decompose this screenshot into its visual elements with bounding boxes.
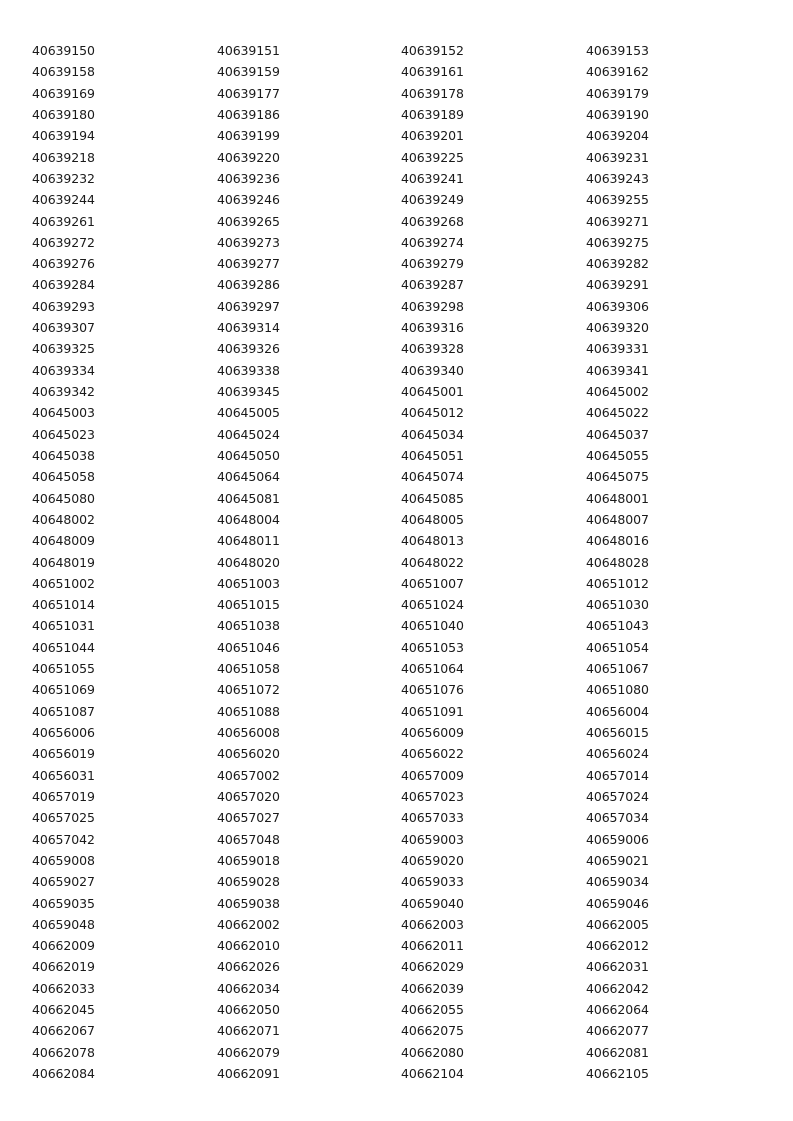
number-cell: 40657034 [586, 810, 649, 826]
number-cell: 40639297 [217, 298, 280, 314]
table-row [32, 104, 772, 125]
number-cell: 40645005 [217, 405, 280, 421]
table-row [32, 829, 772, 850]
number-cell: 40662080 [401, 1044, 464, 1060]
table-row [32, 317, 772, 338]
number-cell: 40662064 [586, 1002, 649, 1018]
number-cell: 40659008 [32, 852, 95, 868]
number-cell: 40639326 [217, 341, 280, 357]
number-cell: 40651012 [586, 575, 649, 591]
number-cell: 40645012 [401, 405, 464, 421]
number-cell: 40651014 [32, 597, 95, 613]
number-cell: 40656024 [586, 746, 649, 762]
table-row [32, 615, 772, 636]
table-row [32, 978, 772, 999]
number-cell: 40662045 [32, 1002, 95, 1018]
number-cell: 40648001 [586, 490, 649, 506]
table-row [32, 509, 772, 530]
number-cell: 40648009 [32, 533, 95, 549]
number-cell: 40662104 [401, 1066, 464, 1081]
number-list-table [32, 40, 772, 1084]
number-cell: 40645074 [401, 469, 464, 485]
number-cell: 40639268 [401, 213, 464, 229]
number-cell: 40662091 [217, 1066, 280, 1081]
number-cell: 40639331 [586, 341, 649, 357]
number-cell: 40639287 [401, 277, 464, 293]
table-row [32, 850, 772, 871]
number-cell: 40639277 [217, 256, 280, 272]
number-cell: 40662077 [586, 1023, 649, 1039]
number-cell: 40662105 [586, 1066, 649, 1081]
number-cell: 40639177 [217, 85, 280, 101]
number-cell: 40656022 [401, 746, 464, 762]
number-cell: 40645051 [401, 447, 464, 463]
table-row [32, 147, 772, 168]
number-cell: 40639150 [32, 43, 95, 58]
table-row [32, 999, 772, 1020]
number-cell: 40648019 [32, 554, 95, 570]
number-cell: 40639261 [32, 213, 95, 229]
number-cell: 40651030 [586, 597, 649, 613]
table-row [32, 552, 772, 573]
number-cell: 40656015 [586, 725, 649, 740]
number-cell: 40657042 [32, 831, 95, 847]
number-cell: 40651007 [401, 575, 464, 591]
number-cell: 40651064 [401, 661, 464, 677]
number-cell: 40662005 [586, 916, 649, 932]
number-cell: 40639246 [217, 192, 280, 208]
number-cell: 40651002 [32, 575, 95, 591]
number-cell: 40651040 [401, 618, 464, 634]
number-cell: 40659018 [217, 852, 280, 868]
number-cell: 40645034 [401, 426, 464, 442]
number-cell: 40639201 [401, 128, 464, 144]
number-cell: 40662050 [217, 1002, 280, 1018]
number-cell: 40651080 [586, 682, 649, 698]
number-cell: 40639320 [586, 320, 649, 336]
table-row [32, 893, 772, 914]
number-cell: 40651076 [401, 682, 464, 698]
number-cell: 40662084 [32, 1066, 95, 1081]
number-cell: 40639328 [401, 341, 464, 357]
number-cell: 40662034 [217, 980, 280, 996]
number-cell: 40648002 [32, 511, 95, 527]
table-row [32, 189, 772, 210]
number-cell: 40639273 [217, 234, 280, 250]
number-cell: 40662071 [217, 1023, 280, 1039]
number-cell: 40662033 [32, 980, 95, 996]
number-cell: 40656004 [586, 703, 649, 719]
number-cell: 40662026 [217, 959, 280, 975]
number-cell: 40657002 [217, 767, 280, 783]
number-cell: 40639272 [32, 234, 95, 250]
number-cell: 40659048 [32, 916, 95, 932]
table-row [32, 956, 772, 977]
number-cell: 40651058 [217, 661, 280, 677]
number-cell: 40639225 [401, 149, 464, 165]
number-cell: 40651067 [586, 661, 649, 677]
number-list-body [32, 40, 772, 1084]
number-cell: 40662010 [217, 938, 280, 954]
table-row [32, 594, 772, 615]
number-cell: 40639179 [586, 85, 649, 101]
table-row [32, 61, 772, 82]
number-cell: 40657033 [401, 810, 464, 826]
number-cell: 40662009 [32, 938, 95, 954]
number-cell: 40639271 [586, 213, 649, 229]
number-cell: 40651043 [586, 618, 649, 634]
number-cell: 40657020 [217, 788, 280, 804]
number-cell: 40657014 [586, 767, 649, 783]
number-cell: 40651003 [217, 575, 280, 591]
table-row [32, 935, 772, 956]
number-cell: 40639325 [32, 341, 95, 357]
number-cell: 40651024 [401, 597, 464, 613]
number-cell: 40659046 [586, 895, 649, 911]
number-cell: 40656031 [32, 767, 95, 783]
table-row [32, 1042, 772, 1063]
number-cell: 40648005 [401, 511, 464, 527]
number-cell: 40662055 [401, 1002, 464, 1018]
table-row [32, 445, 772, 466]
table-row [32, 360, 772, 381]
number-cell: 40645003 [32, 405, 95, 421]
number-cell: 40662003 [401, 916, 464, 932]
number-cell: 40662012 [586, 938, 649, 954]
number-cell: 40645058 [32, 469, 95, 485]
number-cell: 40662075 [401, 1023, 464, 1039]
table-row [32, 125, 772, 146]
table-row [32, 786, 772, 807]
number-cell: 40645022 [586, 405, 649, 421]
number-cell: 40645038 [32, 447, 95, 463]
number-cell: 40645024 [217, 426, 280, 442]
number-cell: 40662029 [401, 959, 464, 975]
number-cell: 40639307 [32, 320, 95, 336]
number-cell: 40639232 [32, 170, 95, 186]
table-row [32, 338, 772, 359]
number-cell: 40639231 [586, 149, 649, 165]
number-cell: 40639180 [32, 106, 95, 122]
number-cell: 40659028 [217, 874, 280, 890]
table-row [32, 573, 772, 594]
number-cell: 40645050 [217, 447, 280, 463]
number-cell: 40639186 [217, 106, 280, 122]
number-cell: 40651055 [32, 661, 95, 677]
number-cell: 40651087 [32, 703, 95, 719]
number-cell: 40659020 [401, 852, 464, 868]
number-cell: 40659027 [32, 874, 95, 890]
number-cell: 40651031 [32, 618, 95, 634]
number-cell: 40639265 [217, 213, 280, 229]
number-cell: 40645001 [401, 384, 464, 399]
number-cell: 40659035 [32, 895, 95, 911]
table-row [32, 765, 772, 786]
number-cell: 40659021 [586, 852, 649, 868]
table-row [32, 722, 772, 743]
number-cell: 40651038 [217, 618, 280, 634]
table-row [32, 530, 772, 551]
number-cell: 40662067 [32, 1023, 95, 1039]
number-cell: 40639189 [401, 106, 464, 122]
number-cell: 40639274 [401, 234, 464, 250]
table-row [32, 211, 772, 232]
number-cell: 40659006 [586, 831, 649, 847]
number-cell: 40657024 [586, 788, 649, 804]
table-row [32, 871, 772, 892]
number-cell: 40639241 [401, 170, 464, 186]
table-row [32, 83, 772, 104]
number-cell: 40662081 [586, 1044, 649, 1060]
table-row [32, 296, 772, 317]
number-cell: 40659033 [401, 874, 464, 890]
number-cell: 40645075 [586, 469, 649, 485]
number-cell: 40651069 [32, 682, 95, 698]
number-cell: 40662079 [217, 1044, 280, 1060]
table-row [32, 466, 772, 487]
number-cell: 40639249 [401, 192, 464, 208]
number-cell: 40639314 [217, 320, 280, 336]
number-cell: 40648020 [217, 554, 280, 570]
number-cell: 40639279 [401, 256, 464, 272]
number-cell: 40651044 [32, 639, 95, 655]
number-cell: 40657023 [401, 788, 464, 804]
number-cell: 40657009 [401, 767, 464, 783]
number-cell: 40648004 [217, 511, 280, 527]
number-cell: 40639293 [32, 298, 95, 314]
table-row [32, 701, 772, 722]
number-cell: 40648022 [401, 554, 464, 570]
number-cell: 40639275 [586, 234, 649, 250]
number-cell: 40639236 [217, 170, 280, 186]
number-cell: 40651015 [217, 597, 280, 613]
number-cell: 40651046 [217, 639, 280, 655]
table-row [32, 637, 772, 658]
number-cell: 40662031 [586, 959, 649, 975]
number-cell: 40645037 [586, 426, 649, 442]
number-cell: 40639162 [586, 64, 649, 80]
table-row [32, 807, 772, 828]
number-cell: 40639153 [586, 43, 649, 58]
number-cell: 40639255 [586, 192, 649, 208]
number-cell: 40639151 [217, 43, 280, 58]
number-cell: 40639158 [32, 64, 95, 80]
number-cell: 40639341 [586, 362, 649, 378]
number-cell: 40651088 [217, 703, 280, 719]
number-cell: 40639334 [32, 362, 95, 378]
number-cell: 40648028 [586, 554, 649, 570]
number-cell: 40639178 [401, 85, 464, 101]
number-cell: 40651053 [401, 639, 464, 655]
number-cell: 40639244 [32, 192, 95, 208]
number-cell: 40645023 [32, 426, 95, 442]
number-cell: 40639298 [401, 298, 464, 314]
number-cell: 40659040 [401, 895, 464, 911]
number-cell: 40657048 [217, 831, 280, 847]
table-row [32, 232, 772, 253]
number-cell: 40639218 [32, 149, 95, 165]
number-cell: 40639194 [32, 128, 95, 144]
number-cell: 40639276 [32, 256, 95, 272]
number-cell: 40639199 [217, 128, 280, 144]
number-cell: 40659038 [217, 895, 280, 911]
number-cell: 40639284 [32, 277, 95, 293]
table-row [32, 168, 772, 189]
number-cell: 40656008 [217, 725, 280, 740]
number-cell: 40648007 [586, 511, 649, 527]
table-row [32, 424, 772, 445]
number-cell: 40657019 [32, 788, 95, 804]
number-cell: 40662078 [32, 1044, 95, 1060]
number-cell: 40639159 [217, 64, 280, 80]
table-row [32, 1020, 772, 1041]
number-cell: 40662042 [586, 980, 649, 996]
number-cell: 40639316 [401, 320, 464, 336]
number-cell: 40639243 [586, 170, 649, 186]
number-cell: 40645064 [217, 469, 280, 485]
number-cell: 40639291 [586, 277, 649, 293]
number-cell: 40645002 [586, 384, 649, 399]
number-cell: 40645085 [401, 490, 464, 506]
number-cell: 40639190 [586, 106, 649, 122]
number-cell: 40639204 [586, 128, 649, 144]
number-cell: 40639338 [217, 362, 280, 378]
number-cell: 40645081 [217, 490, 280, 506]
number-cell: 40639169 [32, 85, 95, 101]
table-row [32, 1063, 772, 1084]
number-cell: 40662011 [401, 938, 464, 954]
number-cell: 40657025 [32, 810, 95, 826]
number-cell: 40639282 [586, 256, 649, 272]
number-cell: 40639340 [401, 362, 464, 378]
number-cell: 40648016 [586, 533, 649, 549]
number-cell: 40651072 [217, 682, 280, 698]
table-row [32, 274, 772, 295]
number-cell: 40639342 [32, 384, 95, 399]
number-cell: 40648013 [401, 533, 464, 549]
number-cell: 40659003 [401, 831, 464, 847]
number-cell: 40656009 [401, 725, 464, 740]
number-cell: 40651054 [586, 639, 649, 655]
table-row [32, 253, 772, 274]
table-row [32, 381, 772, 402]
number-cell: 40639152 [401, 43, 464, 58]
number-cell: 40645055 [586, 447, 649, 463]
number-cell: 40648011 [217, 533, 280, 549]
table-row [32, 679, 772, 700]
table-row [32, 488, 772, 509]
number-cell: 40651091 [401, 703, 464, 719]
number-cell: 40662019 [32, 959, 95, 975]
table-row [32, 914, 772, 935]
number-cell: 40639220 [217, 149, 280, 165]
table-row [32, 658, 772, 679]
number-cell: 40656020 [217, 746, 280, 762]
number-cell: 40639345 [217, 384, 280, 399]
number-cell: 40659034 [586, 874, 649, 890]
number-cell: 40639286 [217, 277, 280, 293]
number-cell: 40662002 [217, 916, 280, 932]
number-cell: 40662039 [401, 980, 464, 996]
table-row [32, 40, 772, 61]
number-cell: 40657027 [217, 810, 280, 826]
number-cell: 40639161 [401, 64, 464, 80]
number-cell: 40656019 [32, 746, 95, 762]
number-cell: 40656006 [32, 725, 95, 740]
table-row [32, 402, 772, 423]
number-cell: 40639306 [586, 298, 649, 314]
number-cell: 40645080 [32, 490, 95, 506]
table-row [32, 743, 772, 764]
